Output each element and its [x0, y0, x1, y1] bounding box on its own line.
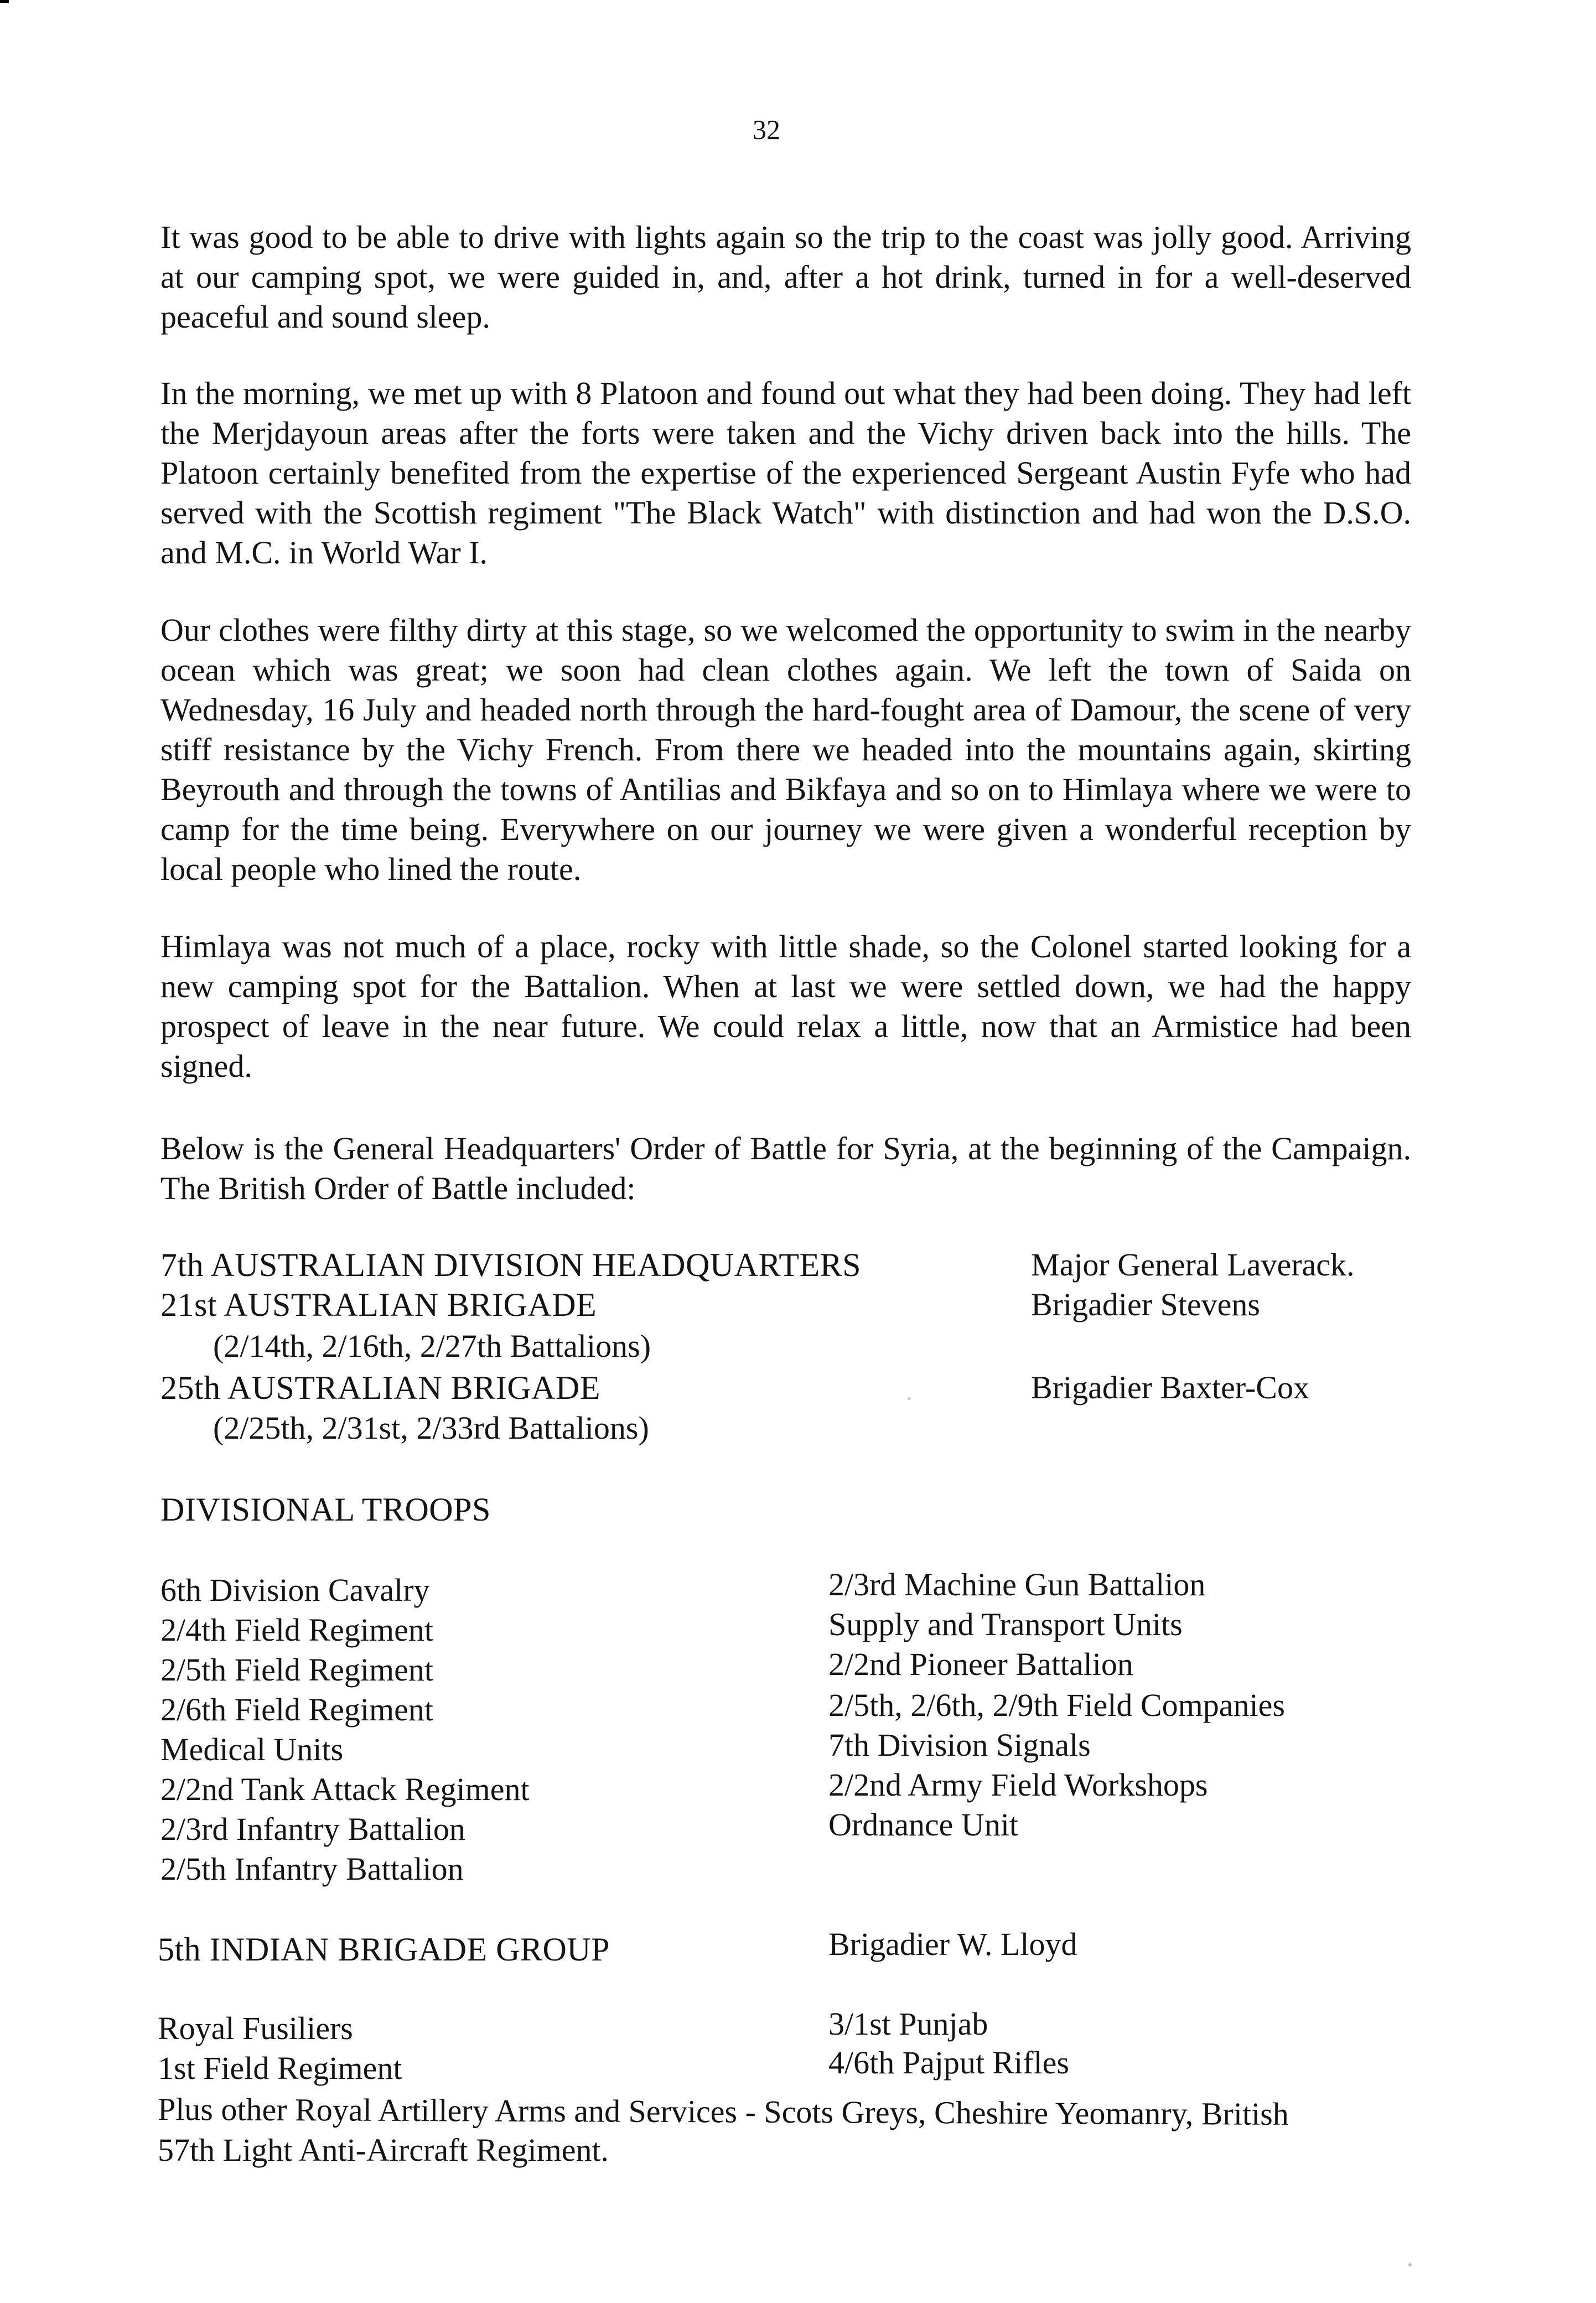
- divisional-troops-heading: DIVISIONAL TROOPS: [160, 1491, 491, 1528]
- unit-name: 7th AUSTRALIAN DIVISION HEADQUARTERS: [160, 1247, 862, 1283]
- paragraph-3: Our clothes were filthy dirty at this stage, so we welcomed the opportunity to swim in the nearby ocean which was great; we soon had clean clothes again. We left the town of Saida on Wednesday, 16 July and headed north through the hard-fought area of Damour, the scene of very stiff resistance by the Vichy French. From there we headed into the mountains again, skirting Beyrouth and through the towns of Antilias and Bikfaya and so on to Himlaya where we were to camp for the time being. Everywhere on our journey we were given a wonderful reception by local people who lined the route.: [160, 612, 1411, 887]
- paragraph-2: In the morning, we met up with 8 Platoon and found out what they had been doing. They had left the Merjdayoun areas after the forts were taken and the Vichy driven back into the hills. The Platoon certainly benefited from the expertise of the experienced Sergeant Austin Fyfe who had served with the Scottish regiment "The Black Watch" with distinction and had won the D.S.O. and M.C. in World War I.: [160, 375, 1411, 570]
- unit-commander: Major General Laverack.: [1031, 1247, 1355, 1283]
- scan-speck: [1408, 2263, 1412, 2266]
- indian-brigade-heading: 5th INDIAN BRIGADE GROUP: [158, 1931, 610, 1968]
- list-item: 2/6th Field Regiment: [160, 1692, 433, 1728]
- paragraph-4: Himlaya was not much of a place, rocky with little shade, so the Colonel started looking for a new camping spot for the Battalion. When at last we were settled down, we had the happy prospect of leave in the near future. We could relax a little, now that an Armistice had been signed.: [160, 929, 1411, 1084]
- list-item: Royal Fusiliers: [158, 2010, 353, 2046]
- footer-note-line: 57th Light Anti-Aircraft Regiment.: [158, 2132, 609, 2168]
- list-item: Supply and Transport Units: [828, 1606, 1183, 1642]
- paragraph-1: It was good to be able to drive with lights again so the trip to the coast was jolly good. Arriving at our camping spot, we were guided in, and, after a hot drink, turned in for a well-deserved peaceful and sound sleep.: [160, 219, 1411, 335]
- paragraph-5: Below is the General Headquarters' Order of Battle for Syria, at the beginning of the Campaign. The British Order of Battle included:: [160, 1130, 1411, 1206]
- unit-battalions: (2/14th, 2/16th, 2/27th Battalions): [213, 1328, 651, 1364]
- list-item: 7th Division Signals: [828, 1727, 1091, 1763]
- list-item: Ordnance Unit: [828, 1807, 1019, 1843]
- scan-speck: [908, 1397, 910, 1400]
- list-item: 2/5th Infantry Battalion: [160, 1851, 464, 1887]
- unit-commander: Brigadier Stevens: [1031, 1287, 1260, 1322]
- list-item: 6th Division Cavalry: [160, 1572, 430, 1608]
- scan-corner-mark: [0, 0, 9, 19]
- list-item: 2/5th Field Regiment: [160, 1652, 433, 1688]
- list-item: 3/1st Punjab: [828, 2006, 988, 2042]
- unit-commander: Brigadier W. Lloyd: [828, 1926, 1077, 1962]
- footer-note-line: Plus other Royal Artillery Arms and Services - Scots Greys, Cheshire Yeomanry, British: [157, 2091, 1289, 2132]
- list-item: 2/5th, 2/6th, 2/9th Field Companies: [828, 1687, 1285, 1723]
- list-item: 2/3rd Machine Gun Battalion: [828, 1567, 1206, 1602]
- unit-battalions: (2/25th, 2/31st, 2/33rd Battalions): [213, 1410, 649, 1446]
- list-item: 2/2nd Pioneer Battalion: [828, 1646, 1133, 1682]
- list-item: 4/6th Pajput Rifles: [828, 2045, 1069, 2081]
- list-item: Medical Units: [160, 1731, 344, 1767]
- unit-commander: Brigadier Baxter-Cox: [1031, 1370, 1309, 1405]
- unit-name: 25th AUSTRALIAN BRIGADE: [160, 1370, 600, 1406]
- list-item: 2/2nd Tank Attack Regiment: [160, 1771, 530, 1807]
- list-item: 2/2nd Army Field Workshops: [828, 1767, 1208, 1803]
- list-item: 1st Field Regiment: [158, 2050, 402, 2086]
- page-number: 32: [753, 114, 780, 145]
- list-item: 2/4th Field Regiment: [160, 1612, 433, 1648]
- list-item: 2/3rd Infantry Battalion: [160, 1811, 465, 1847]
- unit-name: 21st AUSTRALIAN BRIGADE: [160, 1287, 597, 1323]
